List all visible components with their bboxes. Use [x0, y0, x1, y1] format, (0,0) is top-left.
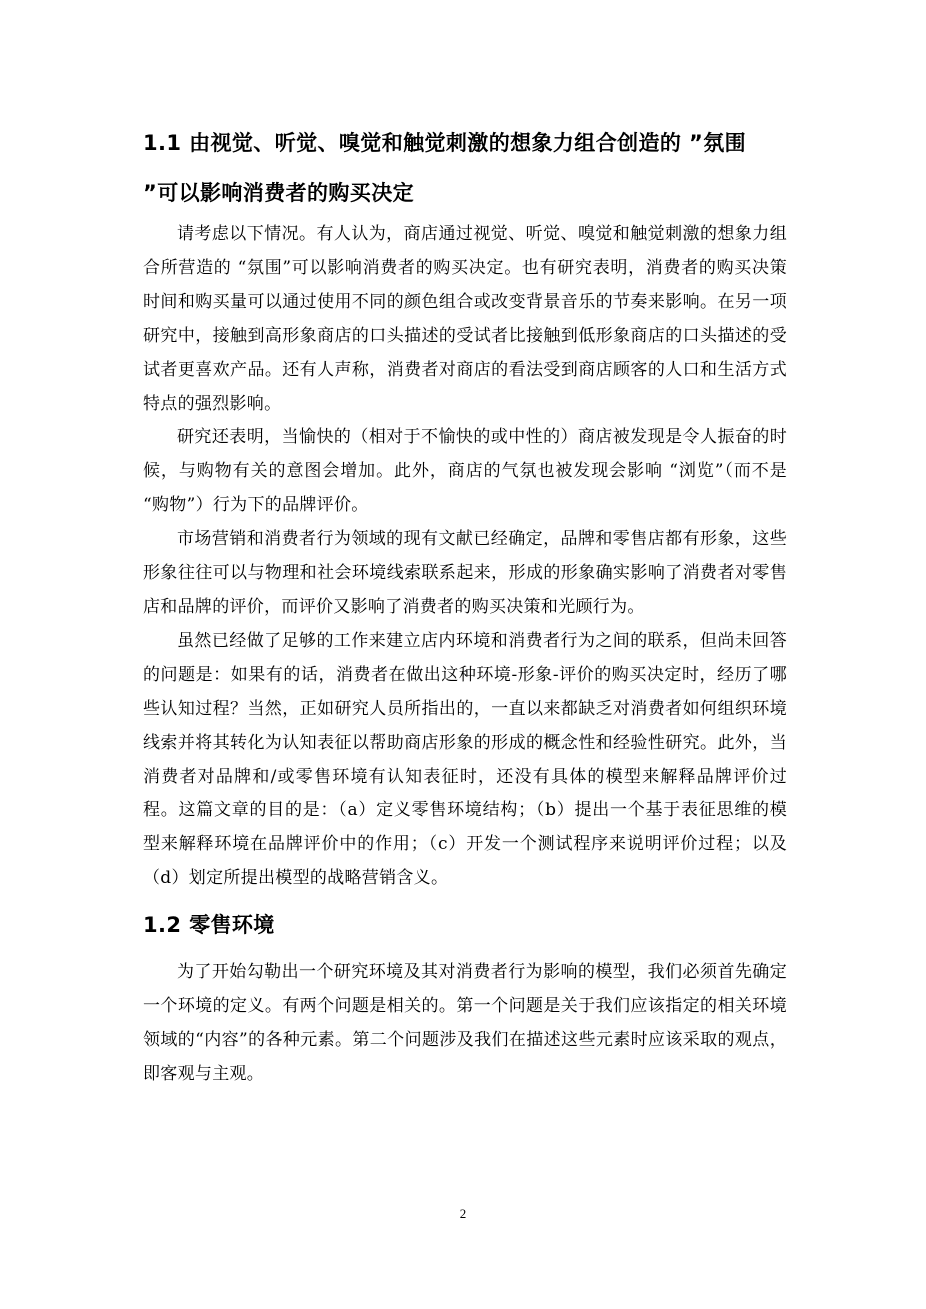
paragraph: 请考虑以下情况。有人认为，商店通过视觉、听觉、嗅觉和触觉刺激的想象力组合所营造的 “氛围”可以影响消费者的购买决定。也有研究表明，消费者的购买决策时间和购买量可以通过使用不同的颜色组合或改变背景音乐的节奏来影响。在另一项研究中，接触到高形象商店的口头描述的受试者比接触到低形象商店的口头描述的受试者更喜欢产品。还有人声称，消费者对商店的看法受到商店顾客的人口和生活方式特点的强烈影响。: [143, 224, 787, 414]
section-heading-1-2: 1.2 零售环境: [143, 913, 275, 938]
paragraph: 研究还表明，当愉快的（相对于不愉快的或中性的）商店被发现是令人振奋的时候，与购物有关的意图会增加。此外，商店的气氛也被发现会影响 “浏览”（而不是 “购物”）行为下的品牌评价。: [143, 427, 787, 516]
paragraph: 为了开始勾勒出一个研究环境及其对消费者行为影响的模型，我们必须首先确定一个环境的定义。有两个问题是相关的。第一个问题是关于我们应该指定的相关环境领域的“内容”的各种元素。第二个问题涉及我们在描述这些元素时应该采取的观点，即客观与主观。: [143, 962, 787, 1084]
paragraph: 虽然已经做了足够的工作来建立店内环境和消费者行为之间的联系，但尚未回答的问题是：如果有的话，消费者在做出这种环境-形象-评价的购买决定时，经历了哪些认知过程？当然，正如研究人员所指出的，一直以来都缺乏对消费者如何组织环境线索并将其转化为认知表征以帮助商店形象的形成的概念性和经验性研究。此外，当消费者对品牌和/或零售环境有认知表征时，还没有具体的模型来解释品牌评价过程。这篇文章的目的是：（a）定义零售环境结构；（b）提出一个基于表征思维的模型来解释环境在品牌评价中的作用；（c）开发一个测试程序来说明评价过程；以及（d）划定所提出模型的战略营销含义。: [143, 630, 787, 889]
paragraph: 市场营销和消费者行为领域的现有文献已经确定，品牌和零售店都有形象，这些形象往往可以与物理和社会环境线索联系起来，形成的形象确实影响了消费者对零售店和品牌的评价，而评价又影响了消费者的购买决策和光顾行为。: [143, 529, 787, 617]
page-body: [143, 118, 787, 1092]
page-number: 2: [459, 1206, 467, 1221]
section-heading-1-1: 1.1 由视觉、听觉、嗅觉和触觉刺激的想象力组合创造的 ”氛围 ”可以影响消费者的购买决定: [143, 131, 747, 205]
